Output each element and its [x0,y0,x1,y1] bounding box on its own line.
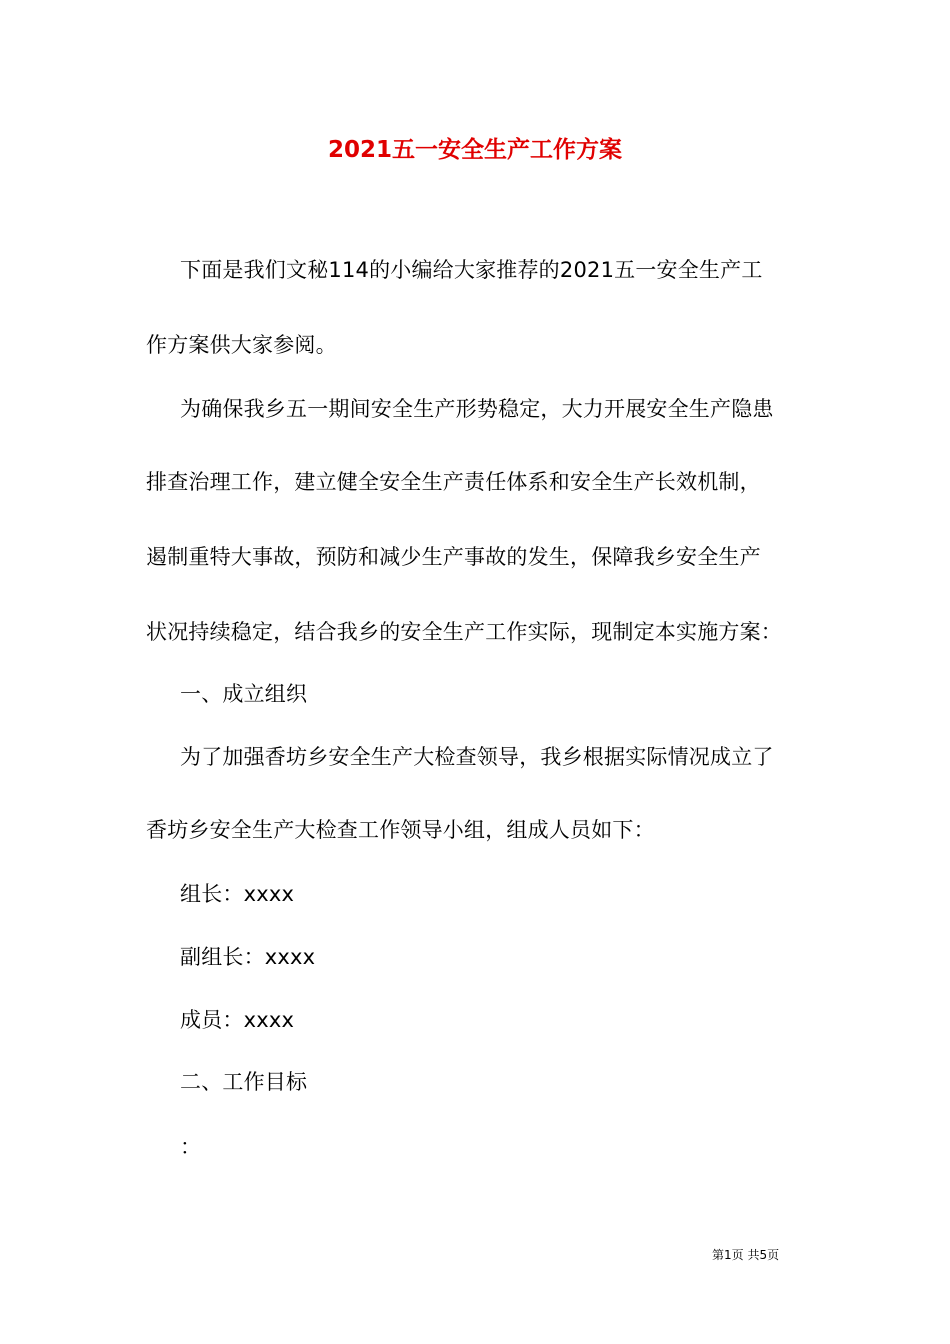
list-item: 组长：xxxx [180,882,295,906]
paragraph-line: 香坊乡安全生产大检查工作领导小组，组成人员如下： [146,818,655,842]
paragraph-line: 排查治理工作，建立健全安全生产责任体系和安全生产长效机制， [146,470,761,494]
paragraph-line: 状况持续稳定，结合我乡的安全生产工作实际，现制定本实施方案： [146,620,782,644]
paragraph-line: 为了加强香坊乡安全生产大检查领导，我乡根据实际情况成立了 [180,745,774,769]
paragraph-line: 作方案供大家参阅。 [146,333,337,357]
list-item: 成员：xxxx [180,1008,295,1032]
paragraph-line: ： [180,1135,202,1159]
section-heading: 二、工作目标 [180,1070,308,1094]
page-number-footer: 第1页 共5页 [712,1248,780,1262]
document-title: 2021五一安全生产工作方案 [327,137,622,163]
section-heading: 一、成立组织 [180,682,308,706]
paragraph-line: 遏制重特大事故，预防和减少生产事故的发生，保障我乡安全生产 [146,545,761,569]
paragraph-line: 下面是我们文秘114的小编给大家推荐的2021五一安全生产工 [180,258,763,282]
paragraph-line: 为确保我乡五一期间安全生产形势稳定，大力开展安全生产隐患 [180,397,774,421]
list-item: 副组长：xxxx [180,945,316,969]
